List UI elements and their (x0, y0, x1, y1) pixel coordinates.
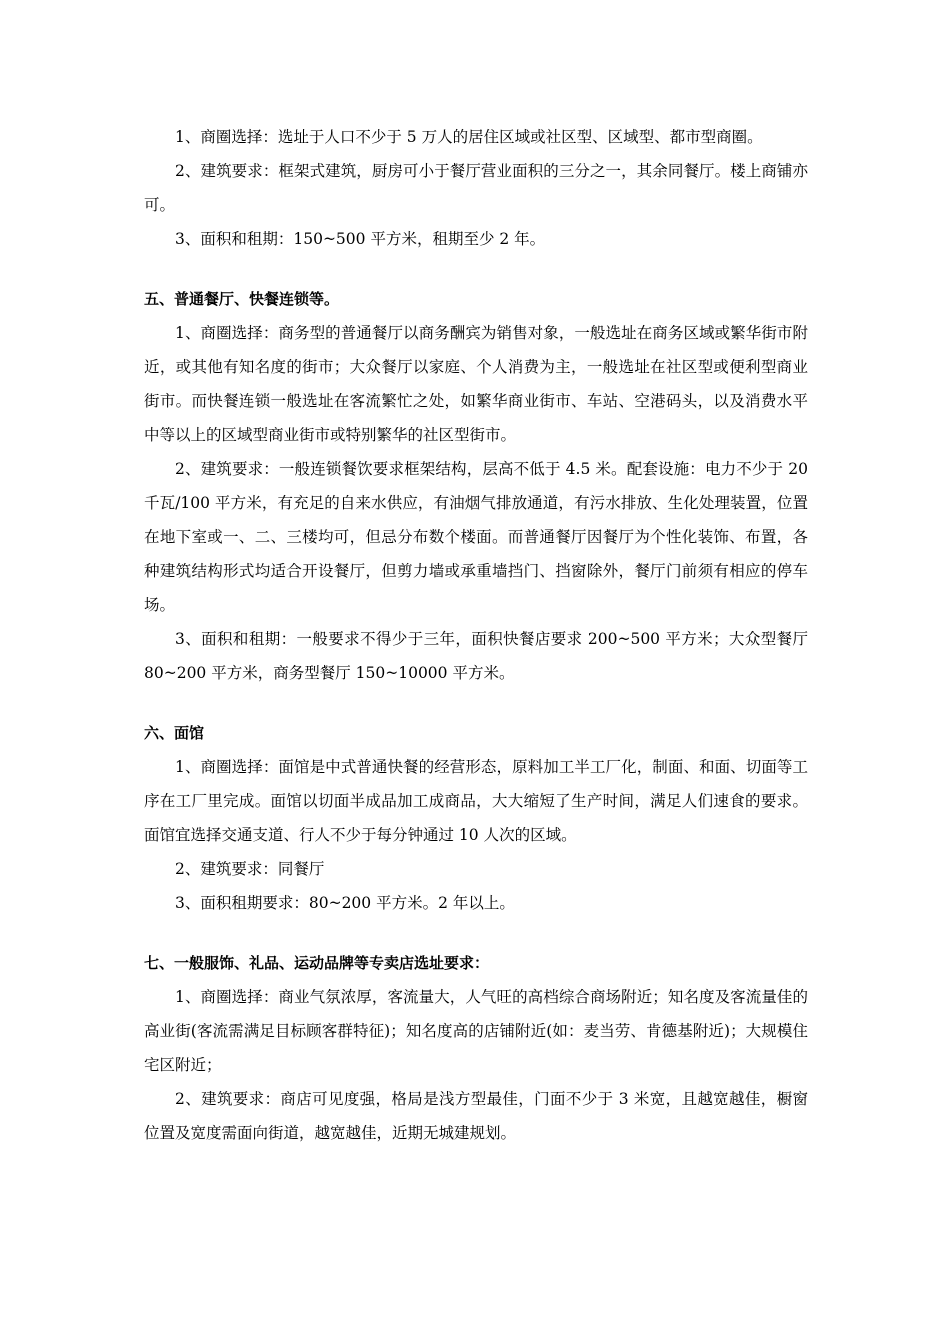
section-5-paragraph-3: 3、面积和租期：一般要求不得少于三年，面积快餐店要求 200~500 平方米；大众型餐厅 80~200 平方米，商务型餐厅 150~10000 平方米。 (144, 630, 808, 682)
section-5-heading: 五、普通餐厅、快餐连锁等。 (144, 290, 340, 308)
paragraph-top-3: 3、面积和租期：150~500 平方米，租期至少 2 年。 (175, 230, 546, 248)
paragraph-top-1: 1、商圈选择：选址于人口不少于 5 万人的居住区域或社区型、区域型、都市型商圈。 (175, 128, 763, 146)
section-gap (144, 920, 808, 946)
section-gap (144, 690, 808, 716)
section-6-paragraph-3: 3、面积租期要求：80~200 平方米。2 年以上。 (175, 894, 515, 912)
section-6-paragraph-1: 1、商圈选择：面馆是中式普通快餐的经营形态，原料加工半工厂化，制面、和面、切面等工序在工厂里完成。面馆以切面半成品加工成商品，大大缩短了生产时间，满足人们速食的要求。面馆宜选择交通支道、行人不少于每分钟通过 10 人次的区域。 (144, 758, 808, 844)
section-6-paragraph-2: 2、建筑要求：同餐厅 (175, 860, 325, 878)
section-6-heading: 六、面馆 (144, 724, 205, 742)
section-5-paragraph-2: 2、建筑要求：一般连锁餐饮要求框架结构，层高不低于 4.5 米。配套设施：电力不少于 20 千瓦/100 平方米，有充足的自来水供应，有油烟气排放通道，有污水排放、生化处理装置，位置在地下室或一、二、三楼均可，但忌分布数个楼面。而普通餐厅因餐厅为个性化装饰、布置，各种建筑结构形式均适合开设餐厅，但剪力墙或承重墙挡门、挡窗除外，餐厅门前须有相应的停车场。 (144, 460, 808, 614)
section-7-paragraph-2: 2、建筑要求：商店可见度强，格局是浅方型最佳，门面不少于 3 米宽，且越宽越佳，橱窗位置及宽度需面向街道，越宽越佳，近期无城建规划。 (144, 1090, 808, 1142)
paragraph-top-2: 2、建筑要求：框架式建筑，厨房可小于餐厅营业面积的三分之一，其余同餐厅。楼上商铺亦可。 (144, 162, 808, 214)
section-7-heading: 七、一般服饰、礼品、运动品牌等专卖店选址要求： (144, 954, 490, 972)
document-body (144, 120, 808, 1150)
section-7-paragraph-1: 1、商圈选择：商业气氛浓厚，客流量大，人气旺的高档综合商场附近；知名度及客流量佳的高业街(客流需满足目标顾客群特征)；知名度高的店铺附近(如：麦当劳、肯德基附近)；大规模住宅区附近； (144, 988, 808, 1074)
section-gap (144, 256, 808, 282)
section-5-paragraph-1: 1、商圈选择：商务型的普通餐厅以商务酬宾为销售对象，一般选址在商务区域或繁华街市附近，或其他有知名度的街市；大众餐厅以家庭、个人消费为主，一般选址在社区型或便利型商业街市。而快餐连锁一般选址在客流繁忙之处，如繁华商业街市、车站、空港码头，以及消费水平中等以上的区域型商业街市或特别繁华的社区型街市。 (144, 324, 808, 444)
